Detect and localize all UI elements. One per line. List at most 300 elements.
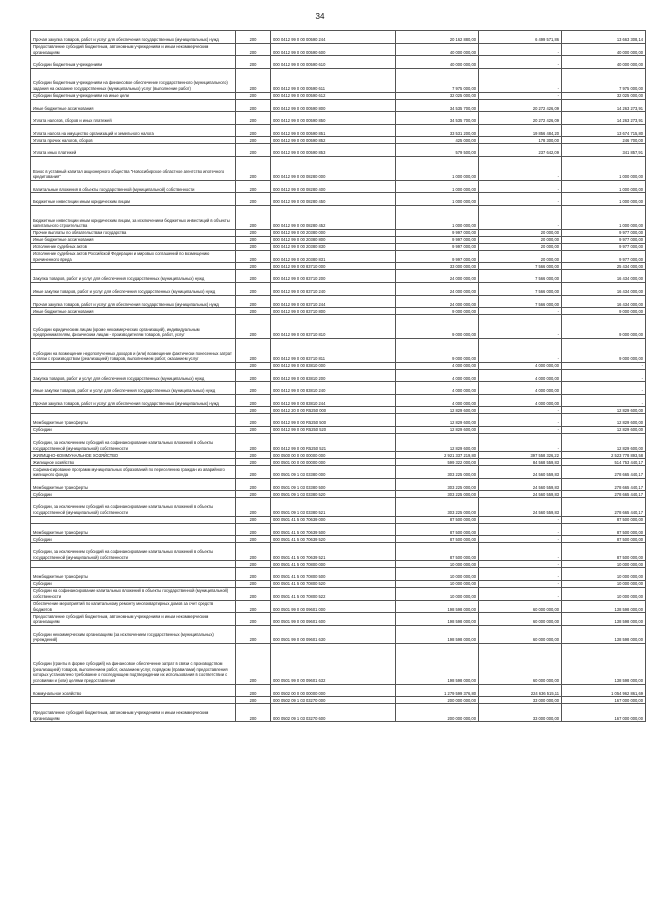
row-name: Уплата налогов, сборов и иных платежей xyxy=(31,112,236,125)
row-remaining-amount: 14 263 273,91 xyxy=(562,99,646,112)
row-executed-amount: - xyxy=(479,308,562,315)
row-approved-amount: 33 000 000,00 xyxy=(396,263,479,270)
table-row xyxy=(31,394,646,407)
row-budget-code: 000 0412 99 0 00 83810 000 xyxy=(271,362,396,369)
row-executed-amount: - xyxy=(479,427,562,434)
row-approved-amount: 198 598 000,00 xyxy=(396,613,479,626)
row-remaining-amount: 10 000 000,00 xyxy=(562,561,646,568)
row-remaining-amount: 138 598 000,00 xyxy=(562,600,646,613)
row-executed-amount: - xyxy=(479,180,562,193)
row-budget-code: 000 0412 99 0 00 20380 800 xyxy=(271,236,396,243)
row-approved-amount: 4 000 000,00 xyxy=(396,394,479,407)
table-row xyxy=(31,205,646,229)
table-row xyxy=(31,704,646,722)
row-executed-amount: 33 000 000,00 xyxy=(479,697,562,704)
row-admin-code: 200 xyxy=(236,270,271,283)
row-remaining-amount: 32 025 000,00 xyxy=(562,92,646,99)
row-name: Межбюджетные трансферты xyxy=(31,414,236,427)
row-executed-amount: 4 000 000,00 xyxy=(479,394,562,407)
row-name: Бюджетные инвестиции иным юридическим лицам, за исключением бюджетных инвестиций в объекты капитального строительства xyxy=(31,205,236,229)
row-remaining-amount: 138 598 000,00 xyxy=(562,613,646,626)
table-row xyxy=(31,581,646,588)
row-approved-amount: 1 000 000,00 xyxy=(396,205,479,229)
row-remaining-amount: 2 523 778 893,58 xyxy=(562,452,646,459)
row-budget-code: 000 0412 99 0 00 08280 400 xyxy=(271,180,396,193)
row-approved-amount: 12 829 600,00 xyxy=(396,407,479,414)
row-budget-code: 000 0412 99 0 00 R5250 500 xyxy=(271,414,396,427)
row-admin-code: 200 xyxy=(236,684,271,697)
row-approved-amount: 87 500 000,00 xyxy=(396,523,479,536)
row-executed-amount: - xyxy=(479,43,562,56)
table-row xyxy=(31,697,646,704)
row-admin-code: 200 xyxy=(236,588,271,601)
row-admin-code: 200 xyxy=(236,56,271,69)
table-row xyxy=(31,56,646,69)
row-approved-amount: 40 000 000,00 xyxy=(396,56,479,69)
row-approved-amount: 303 225 000,00 xyxy=(396,498,479,516)
row-budget-code: 000 0412 99 0 00 R5250 520 xyxy=(271,427,396,434)
row-approved-amount: 1 000 000,00 xyxy=(396,156,479,180)
row-executed-amount: 6 499 571,86 xyxy=(479,31,562,44)
row-approved-amount: 9 997 000,00 xyxy=(396,236,479,243)
row-name: Субсидии на софинансирование капитальных вложений в объекты государственной (муниципальной) собственности xyxy=(31,588,236,601)
table-row xyxy=(31,243,646,250)
table-row xyxy=(31,156,646,180)
row-budget-code: 000 0412 99 0 00 83710 810 xyxy=(271,315,396,339)
row-admin-code: 200 xyxy=(236,193,271,206)
row-remaining-amount: 1 000 000,00 xyxy=(562,193,646,206)
row-remaining-amount: 278 665 440,17 xyxy=(562,498,646,516)
row-approved-amount: 200 000 000,00 xyxy=(396,704,479,722)
row-approved-amount: 599 322 000,00 xyxy=(396,459,479,466)
row-remaining-amount: 1 000 000,00 xyxy=(562,156,646,180)
row-budget-code: 000 0501 41 5 00 70639 000 xyxy=(271,516,396,523)
row-approved-amount: 198 598 000,00 xyxy=(396,625,479,643)
row-admin-code: 200 xyxy=(236,92,271,99)
row-admin-code: 200 xyxy=(236,536,271,543)
row-admin-code: 200 xyxy=(236,68,271,92)
row-executed-amount: - xyxy=(479,523,562,536)
row-approved-amount: 24 000 000,00 xyxy=(396,295,479,308)
row-name: Субсидии бюджетным учреждениям на финансовое обеспечение государственного (муниципального) задания на оказание государственных (муниципальных) услуг (выполнение работ) xyxy=(31,68,236,92)
row-remaining-amount: 138 598 000,00 xyxy=(562,643,646,684)
row-remaining-amount: 10 000 000,00 xyxy=(562,588,646,601)
row-budget-code: 000 0412 99 0 00 00590 610 xyxy=(271,56,396,69)
row-admin-code: 200 xyxy=(236,643,271,684)
row-budget-code: 000 0501 41 5 00 70639 500 xyxy=(271,523,396,536)
row-admin-code: 200 xyxy=(236,466,271,479)
table-row xyxy=(31,229,646,236)
row-remaining-amount: 40 000 000,00 xyxy=(562,43,646,56)
table-row xyxy=(31,193,646,206)
row-approved-amount: 87 500 000,00 xyxy=(396,536,479,543)
table-row xyxy=(31,643,646,684)
row-name: Закупка товаров, работ и услуг для обеспечения государственных (муниципальных) нужд xyxy=(31,270,236,283)
row-name: Иные закупки товаров, работ и услуг для обеспечения государственных (муниципальных) нужд xyxy=(31,382,236,395)
row-admin-code: 200 xyxy=(236,394,271,407)
row-admin-code: 200 xyxy=(236,613,271,626)
row-admin-code: 200 xyxy=(236,600,271,613)
row-admin-code: 200 xyxy=(236,31,271,44)
row-name: Субсидии (гранты в форме субсидий) на финансовое обеспечение затрат в связи с производством (реализацией) товаров, выполнением работ, оказанием услуг, порядком (правилами) предоставления которых установлено требование о последующем подтверждении их использования в соответствии с условиями и (или) целями предоставления xyxy=(31,643,236,684)
table-row xyxy=(31,99,646,112)
row-admin-code: 200 xyxy=(236,43,271,56)
row-executed-amount: - xyxy=(479,414,562,427)
row-executed-amount: 84 568 559,83 xyxy=(479,459,562,466)
table-row xyxy=(31,270,646,283)
row-budget-code: 000 0412 99 0 00 00590 853 xyxy=(271,144,396,157)
row-remaining-amount: 278 665 440,17 xyxy=(562,478,646,491)
row-approved-amount: 87 500 000,00 xyxy=(396,543,479,561)
row-budget-code: 000 0412 99 0 00 08280 452 xyxy=(271,205,396,229)
row-approved-amount: 4 000 000,00 xyxy=(396,362,479,369)
row-approved-amount: 32 025 000,00 xyxy=(396,92,479,99)
row-executed-amount: 24 560 559,83 xyxy=(479,478,562,491)
row-approved-amount: 1 000 000,00 xyxy=(396,193,479,206)
row-remaining-amount: - xyxy=(562,369,646,382)
row-remaining-amount: 9 000 000,00 xyxy=(562,315,646,339)
row-budget-code: 000 0501 09 1 03 03380 000 xyxy=(271,466,396,479)
row-remaining-amount: 1 054 962 861,69 xyxy=(562,684,646,697)
row-budget-code: 000 0412 99 0 00 00590 800 xyxy=(271,99,396,112)
row-admin-code: 200 xyxy=(236,543,271,561)
row-name: Субсидии xyxy=(31,491,236,498)
row-budget-code: 000 0501 99 0 00 09601 000 xyxy=(271,600,396,613)
row-executed-amount: 20 000,00 xyxy=(479,236,562,243)
budget-table-body xyxy=(31,31,646,722)
row-budget-code: 000 0502 09 1 03 03270 600 xyxy=(271,704,396,722)
row-name xyxy=(31,697,236,704)
row-budget-code: 000 0412 99 0 00 83810 244 xyxy=(271,394,396,407)
row-approved-amount: 12 829 600,00 xyxy=(396,414,479,427)
row-name: Прочая закупка товаров, работ и услуг для обеспечения государственных (муниципальных) нужд xyxy=(31,394,236,407)
row-name: Исполнение судебных актов xyxy=(31,243,236,250)
row-executed-amount: - xyxy=(479,543,562,561)
row-admin-code: 200 xyxy=(236,144,271,157)
row-executed-amount: 178 300,00 xyxy=(479,137,562,144)
row-remaining-amount: 10 000 000,00 xyxy=(562,568,646,581)
row-name: Иные бюджетные ассигнования xyxy=(31,99,236,112)
row-name: Взнос в уставный капитал акционерного общества "Новосибирское областное агентство ипотечного кредитования" xyxy=(31,156,236,180)
row-budget-code: 000 0412 99 0 00 83810 200 xyxy=(271,369,396,382)
row-approved-amount: 40 000 000,00 xyxy=(396,43,479,56)
row-budget-code: 000 0412 99 0 00 83810 240 xyxy=(271,382,396,395)
row-remaining-amount: 16 434 000,00 xyxy=(562,282,646,295)
table-row xyxy=(31,263,646,270)
table-row xyxy=(31,338,646,362)
row-remaining-amount: 16 434 000,00 xyxy=(562,295,646,308)
row-remaining-amount: 12 829 600,00 xyxy=(562,427,646,434)
row-name xyxy=(31,263,236,270)
row-remaining-amount: - xyxy=(562,362,646,369)
row-executed-amount: 20 000,00 xyxy=(479,229,562,236)
row-admin-code: 200 xyxy=(236,704,271,722)
row-budget-code: 000 0412 99 0 00 00590 612 xyxy=(271,92,396,99)
row-remaining-amount: 167 000 000,00 xyxy=(562,697,646,704)
row-name: Жилищное хозяйство xyxy=(31,459,236,466)
table-row xyxy=(31,362,646,369)
row-admin-code: 200 xyxy=(236,516,271,523)
row-remaining-amount: 9 000 000,00 xyxy=(562,308,646,315)
row-remaining-amount: 9 977 000,00 xyxy=(562,250,646,263)
table-row xyxy=(31,466,646,479)
row-executed-amount: 7 566 000,00 xyxy=(479,295,562,308)
row-budget-code: 000 0501 99 0 00 09601 632 xyxy=(271,643,396,684)
row-executed-amount: - xyxy=(479,205,562,229)
table-row xyxy=(31,144,646,157)
row-approved-amount: 10 000 000,00 xyxy=(396,588,479,601)
row-name: Субсидии бюджетным учреждениям xyxy=(31,56,236,69)
row-admin-code: 200 xyxy=(236,434,271,452)
row-name: Субсидии xyxy=(31,581,236,588)
table-row xyxy=(31,236,646,243)
table-row xyxy=(31,250,646,263)
row-executed-amount: 20 272 426,09 xyxy=(479,112,562,125)
row-budget-code: 000 0501 41 5 00 70800 520 xyxy=(271,581,396,588)
row-approved-amount: 303 225 000,00 xyxy=(396,478,479,491)
row-budget-code: 000 0501 41 5 00 70800 522 xyxy=(271,588,396,601)
table-row xyxy=(31,382,646,395)
table-row xyxy=(31,92,646,99)
row-approved-amount: 9 000 000,00 xyxy=(396,338,479,362)
row-admin-code: 200 xyxy=(236,229,271,236)
row-approved-amount: 10 000 000,00 xyxy=(396,561,479,568)
row-approved-amount: 12 829 600,00 xyxy=(396,434,479,452)
row-budget-code: 000 0412 99 0 00 83710 244 xyxy=(271,295,396,308)
row-budget-code: 000 0501 41 5 00 70639 520 xyxy=(271,536,396,543)
row-budget-code: 000 0501 09 1 03 03380 521 xyxy=(271,498,396,516)
row-name: Субсидии, за исключением субсидий на софинансирование капитальных вложений в объекты государственной (муниципальной) собственности xyxy=(31,434,236,452)
row-name xyxy=(31,362,236,369)
row-name: Субсидии, за исключением субсидий на софинансирование капитальных вложений в объекты государственной (муниципальной) собственности xyxy=(31,543,236,561)
row-admin-code: 200 xyxy=(236,498,271,516)
row-name: Иные закупки товаров, работ и услуг для обеспечения государственных (муниципальных) нужд xyxy=(31,282,236,295)
row-remaining-amount: 12 829 600,00 xyxy=(562,414,646,427)
row-executed-amount: 397 558 326,22 xyxy=(479,452,562,459)
row-remaining-amount: 40 000 000,00 xyxy=(562,56,646,69)
row-name: Предоставление субсидий бюджетным, автономным учреждениям и иным некоммерческим организациям xyxy=(31,704,236,722)
row-budget-code: 000 0500 00 0 00 00000 000 xyxy=(271,452,396,459)
table-row xyxy=(31,434,646,452)
page-number: 34 xyxy=(315,12,325,21)
row-name: Закупка товаров, работ и услуг для обеспечения государственных (муниципальных) нужд xyxy=(31,369,236,382)
row-remaining-amount: - xyxy=(562,394,646,407)
row-remaining-amount: 87 500 000,00 xyxy=(562,516,646,523)
row-name: Субсидии xyxy=(31,536,236,543)
row-budget-code: 000 0412 99 0 00 20380 831 xyxy=(271,250,396,263)
row-executed-amount: - xyxy=(479,588,562,601)
row-admin-code: 200 xyxy=(236,236,271,243)
row-admin-code: 200 xyxy=(236,263,271,270)
row-executed-amount: 19 856 484,20 xyxy=(479,124,562,137)
row-name: Бюджетные инвестиции иным юридическим лицам xyxy=(31,193,236,206)
row-remaining-amount: 9 977 000,00 xyxy=(562,236,646,243)
table-row xyxy=(31,43,646,56)
row-executed-amount: 24 560 559,83 xyxy=(479,498,562,516)
row-admin-code: 200 xyxy=(236,478,271,491)
row-executed-amount: 224 636 515,11 xyxy=(479,684,562,697)
row-budget-code: 000 0412 99 0 00 00590 852 xyxy=(271,137,396,144)
row-admin-code: 200 xyxy=(236,137,271,144)
row-budget-code: 000 0412 99 0 00 20380 830 xyxy=(271,243,396,250)
row-budget-code: 000 0412 99 0 00 83710 800 xyxy=(271,308,396,315)
budget-table xyxy=(30,30,646,722)
table-row xyxy=(31,31,646,44)
row-budget-code: 000 0501 00 0 00 00000 000 xyxy=(271,459,396,466)
row-budget-code: 000 0501 41 5 00 70800 000 xyxy=(271,561,396,568)
row-approved-amount: 9 000 000,00 xyxy=(396,308,479,315)
row-name: Прочие выплаты по обязательствам государства xyxy=(31,229,236,236)
row-admin-code: 200 xyxy=(236,362,271,369)
row-remaining-amount: 25 434 000,00 xyxy=(562,263,646,270)
row-budget-code: 000 0501 41 5 00 70639 521 xyxy=(271,543,396,561)
row-executed-amount: 7 566 000,00 xyxy=(479,282,562,295)
row-executed-amount: - xyxy=(479,156,562,180)
row-name: Прочая закупка товаров, работ и услуг для обеспечения государственных (муниципальных) нужд xyxy=(31,295,236,308)
row-executed-amount: 20 272 426,09 xyxy=(479,99,562,112)
row-name: Межбюджетные трансферты xyxy=(31,523,236,536)
row-budget-code: 000 0412 99 0 00 00590 244 xyxy=(271,31,396,44)
row-approved-amount: 4 000 000,00 xyxy=(396,369,479,382)
table-row xyxy=(31,68,646,92)
row-executed-amount: 24 560 559,83 xyxy=(479,466,562,479)
row-admin-code: 200 xyxy=(236,459,271,466)
row-executed-amount: 20 000,00 xyxy=(479,243,562,250)
row-approved-amount: 9 997 000,00 xyxy=(396,229,479,236)
table-row xyxy=(31,407,646,414)
row-remaining-amount: 16 434 000,00 xyxy=(562,270,646,283)
row-executed-amount: 24 560 559,83 xyxy=(479,491,562,498)
row-remaining-amount: 341 857,91 xyxy=(562,144,646,157)
row-executed-amount: 7 566 000,00 xyxy=(479,270,562,283)
row-admin-code: 200 xyxy=(236,697,271,704)
row-approved-amount: 425 000,00 xyxy=(396,137,479,144)
row-executed-amount: - xyxy=(479,338,562,362)
table-row xyxy=(31,491,646,498)
row-name: Иные бюджетные ассигнования xyxy=(31,308,236,315)
row-admin-code: 200 xyxy=(236,156,271,180)
table-row xyxy=(31,124,646,137)
row-executed-amount: 7 566 000,00 xyxy=(479,263,562,270)
row-name: Капитальные вложения в объекты государственной (муниципальной) собственности xyxy=(31,180,236,193)
row-name: Уплата налога на имущество организаций и земельного налога xyxy=(31,124,236,137)
row-remaining-amount: - xyxy=(562,382,646,395)
row-name: Иные бюджетные ассигнования xyxy=(31,236,236,243)
table-row xyxy=(31,600,646,613)
row-approved-amount: 33 531 200,00 xyxy=(396,124,479,137)
row-approved-amount: 12 829 600,00 xyxy=(396,427,479,434)
row-remaining-amount: 9 977 000,00 xyxy=(562,243,646,250)
row-executed-amount: 4 000 000,00 xyxy=(479,382,562,395)
row-approved-amount: 579 500,00 xyxy=(396,144,479,157)
row-executed-amount: 4 000 000,00 xyxy=(479,369,562,382)
row-name: Предоставление субсидий бюджетным, автономным учреждениям и иным некоммерческим организациям xyxy=(31,613,236,626)
row-budget-code: 000 0502 09 1 03 03270 000 xyxy=(271,697,396,704)
row-budget-code: 000 0412 99 0 00 00590 851 xyxy=(271,124,396,137)
row-name: Субсидии юридическим лицам (кроме некоммерческих организаций), индивидуальным предпринимателям, физическим лицам - производителям товаров, работ, услуг xyxy=(31,315,236,339)
row-executed-amount: - xyxy=(479,407,562,414)
row-executed-amount: - xyxy=(479,68,562,92)
row-executed-amount: 60 000 000,00 xyxy=(479,613,562,626)
table-row xyxy=(31,588,646,601)
table-row xyxy=(31,369,646,382)
row-remaining-amount: 138 598 000,00 xyxy=(562,625,646,643)
row-executed-amount: - xyxy=(479,516,562,523)
row-budget-code: 000 0412 99 0 00 83710 200 xyxy=(271,270,396,283)
table-row xyxy=(31,427,646,434)
table-row xyxy=(31,478,646,491)
row-budget-code: 000 0412 99 0 00 83710 000 xyxy=(271,263,396,270)
row-executed-amount: 20 000,00 xyxy=(479,250,562,263)
table-row xyxy=(31,295,646,308)
row-remaining-amount: 13 674 715,80 xyxy=(562,124,646,137)
row-executed-amount: 237 642,09 xyxy=(479,144,562,157)
row-admin-code: 200 xyxy=(236,369,271,382)
table-row xyxy=(31,684,646,697)
row-remaining-amount: 12 829 600,00 xyxy=(562,407,646,414)
row-approved-amount: 7 975 000,00 xyxy=(396,68,479,92)
row-remaining-amount: 9 977 000,00 xyxy=(562,229,646,236)
row-remaining-amount: 167 000 000,00 xyxy=(562,704,646,722)
row-name: Уплата прочих налогов, сборов xyxy=(31,137,236,144)
row-admin-code: 200 xyxy=(236,382,271,395)
row-name: Субсидии, за исключением субсидий на софинансирование капитальных вложений в объекты государственной (муниципальной) собственности xyxy=(31,498,236,516)
row-budget-code: 000 0501 09 1 03 03380 520 xyxy=(271,491,396,498)
row-budget-code: 000 0412 99 0 00 83710 811 xyxy=(271,338,396,362)
row-admin-code: 200 xyxy=(236,250,271,263)
row-executed-amount: 33 000 000,00 xyxy=(479,704,562,722)
row-budget-code: 000 0412 99 0 00 08280 450 xyxy=(271,193,396,206)
row-name: Софинансирование программ муниципальных образований по переселению граждан из аварийного жилищного фонда xyxy=(31,466,236,479)
row-approved-amount: 198 598 000,00 xyxy=(396,643,479,684)
row-executed-amount: - xyxy=(479,561,562,568)
row-budget-code: 000 0412 99 0 00 R5250 521 xyxy=(271,434,396,452)
row-name: Субсидии xyxy=(31,427,236,434)
table-row xyxy=(31,498,646,516)
row-admin-code: 200 xyxy=(236,625,271,643)
row-approved-amount: 24 000 000,00 xyxy=(396,282,479,295)
table-row xyxy=(31,536,646,543)
row-executed-amount: - xyxy=(479,536,562,543)
row-name xyxy=(31,561,236,568)
row-admin-code: 200 xyxy=(236,338,271,362)
row-approved-amount: 9 997 000,00 xyxy=(396,243,479,250)
row-name: Уплата иных платежей xyxy=(31,144,236,157)
row-admin-code: 200 xyxy=(236,243,271,250)
row-remaining-amount: 514 753 440,17 xyxy=(562,459,646,466)
row-name: ЖИЛИЩНО-КОММУНАЛЬНОЕ ХОЗЯЙСТВО xyxy=(31,452,236,459)
row-budget-code: 000 0501 99 0 00 09601 630 xyxy=(271,625,396,643)
table-row xyxy=(31,523,646,536)
row-name: Прочая закупка товаров, работ и услуг для обеспечения государственных (муниципальных) нужд xyxy=(31,31,236,44)
row-budget-code: 000 0501 99 0 00 09601 600 xyxy=(271,613,396,626)
row-name: Предоставление субсидий бюджетным, автономным учреждениям и иным некоммерческим организациям xyxy=(31,43,236,56)
row-approved-amount: 24 000 000,00 xyxy=(396,270,479,283)
table-row xyxy=(31,543,646,561)
row-name: Субсидии на возмещение недополученных доходов и (или) возмещение фактически понесенных затрат в связи с производством (реализацией) товаров, выполнением работ, оказанием услуг xyxy=(31,338,236,362)
row-remaining-amount: 7 975 000,00 xyxy=(562,68,646,92)
table-row xyxy=(31,516,646,523)
row-approved-amount: 198 598 000,00 xyxy=(396,600,479,613)
row-executed-amount: - xyxy=(479,92,562,99)
table-row xyxy=(31,459,646,466)
row-executed-amount: - xyxy=(479,568,562,581)
row-admin-code: 200 xyxy=(236,427,271,434)
row-admin-code: 200 xyxy=(236,491,271,498)
table-row xyxy=(31,137,646,144)
row-admin-code: 200 xyxy=(236,407,271,414)
row-approved-amount: 87 500 000,00 xyxy=(396,516,479,523)
